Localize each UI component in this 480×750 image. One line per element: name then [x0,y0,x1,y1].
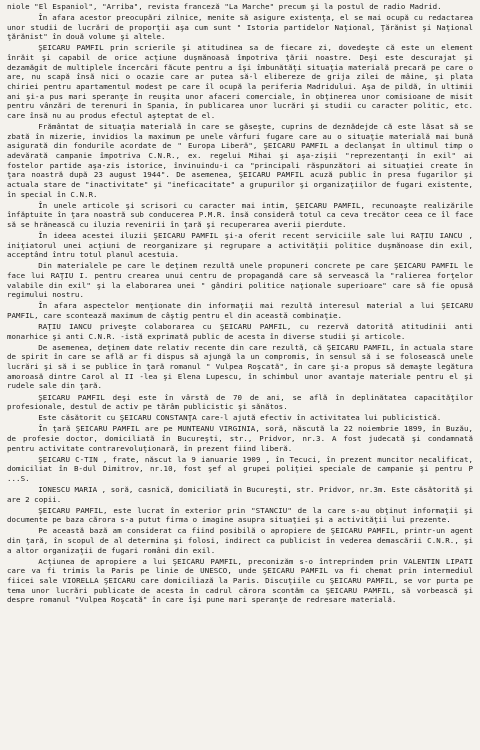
paragraph-10: De asemenea, deţinem date relativ recente din care rezultă, că ŞEICARU PAMFIL, în actuala stare de spirit în care se află ar fi dispus să ajungă la un compromis, în sensul să i se folosească unele lucrări şi să i se publice în ţară romanul " Vulpea Roşcată", în care şi-a propus să demaşte legătura amoroasă dintre Carol al II -lea şi Elena Lupescu, în schimbul unor avantaje materiale pentru el şi rudele sale din ţară. [7,342,473,391]
paragraph-16: ŞEICARU PAMFIL, este lucrat în exterior prin "STANCIU" de la care s-au obţinut informaţii şi documente pe baza cărora s-a putut firma o imagine asupra situaţiei şi a activităţii lui prezente. [7,505,473,525]
paragraph-4: Frământat de situaţia materială în care se găseşte, cuprins de deznădejde că este lăsat să se zbată în mizerie, invidios la maximum pe unele vârfuri fugare care au o situaţie materială mai bună asigurată din fondurile acordate de " Europa Liberă", ŞEICARU PAMFIL a declanşat în ultimul timp o adevărată campanie împotriva C.N.R., ex. regelui Mihai şi aşa-zişii "reprezentanţi în exil" ai fostelor partide aşa-zis istorice, învinuindu-i ca "principali răspunzători ai situaţiei create în ţara noastră după 23 august 1944". De asemenea, ŞEICARU PAMFIL acuză public în presa fugarilor şi actuala stare de "inactivitate" şi "ineficacitate" a grupurilor şi organizaţiilor de fugari existente, în special în C.N.R. [7,122,473,199]
paragraph-8: În afara aspectelor menţionate din informaţii mai rezultă interesul material a lui ŞEICARU PAMFIL, care scontează maximum de câştig pentru el din aceastǎ combinaţie. [7,301,473,321]
paragraph-13: În ţară ŞEICARU PAMFIL are pe MUNTEANU VIRGINIA, soră, născută la 22 noiembrie 1899, în Buzău, de profesie doctor, domiciliată în Bucureşti, str., Pridvor, nr.3. A fost judecată şi condamnată pentru activitate contrarevoluţionară, în prezent fiind liberă. [7,424,473,453]
paragraph-1: niole "El Espaniol", "Arriba", revista franceză "La Marche" precum şi la postul de radio Madrid. [7,2,442,11]
paragraph-12: Este căsătorit cu ŞEICARU CONSTANŢA care-l ajută efectiv în activitatea lui publicistică. [38,413,442,423]
paragraph-3: ŞEICARU PAMFIL prin scrierile şi atitudinea sa de fiecare zi, dovedeşte că este un element înrăit şi capabil de orice acţiune duşmănoasă împotriva ţării noastre. Deşi este descurajat şi dezamăgit de multiplele încercări făcute pentru a îşi îmbunătăţi situaţia materială precară pe care o are, nu scapă însă nici o ocazie care ar putea să-l elibereze de grija zilei de mâine, şi plata chiriei pentru apartamentul modest pe care îl ocupă la periferia Madridului. Aşa de pildă, în ultimii ani şi-a pus mari speranţe în reuşita unor afaceri comerciale, în obţinerea unor comisioane de misit pentru vânzări de terenuri în Spania, în publicarea unor lucrări şi studii cu caracter politic, etc. care însă nu au produs efectul aşteptat de el. [7,43,473,120]
paragraph-18: Acţiunea de apropiere a lui ŞEICARU PAMFIL, preconizăm s-o întreprindem prin VALENTIN LIPATI care va fi trimis la Paris pe linie de UNESCO, unde ŞEICARU PAMFIL va fi chemat prin intermediul fiicei sale VIORELLA ŞEICARU care domiciliază la Paris. Discuţiile cu ŞEICARU PAMFIL, se vor purta pe tema unor lucrări publicate de acesta în cadrul cărora scontăm ca ŞEICARU PAMFIL, să vorbească şi despre romanul "Vulpea Roşcată" în care îşi pune mari speranţe de redresare materială. [7,556,473,605]
paragraph-7: Din materialele pe care le deţinem rezultă unele propuneri concrete pe care ŞEICARU PAMFIL le face lui RAŢIU I. pentru crearea unui centru de propagandă care să servească la "ralierea forţelor valabile din exil" şi la elaborarea unei " gândiri politice naţionale superioare" care să fie opusă regimului nostru. [7,261,473,300]
paragraph-17: Pe această bază am considerat ca fiind posibilă o apropiere de ŞEICARU PAMFIL, printr-un agent din ţară, în scopul de al determina şi folosi, indirect ca publicist în vederea demascării C.N.R., şi a altor organizaţii de fugari români din exil. [7,526,473,555]
paragraph-15: IONESCU MARIA , soră, casnică, domiciliată în Bucureşti, str. Pridvor, nr.3m. Este căsătorită şi are 2 copii. [7,484,473,504]
paragraph-9: RAŢIU IANCU priveşte colaborarea cu ŞEICARU PAMFIL, cu rezervă datorită atitudinii anti monarhice şi anti C.N.R. -istă exprimată public de acesta în diverse studii şi articole. [7,322,473,341]
paragraph-11: ŞEICARU PAMFIL deşi este în vârstă de 70 de ani, se află în deplinătatea capacităţilor profesionale, destul de activ pe tărâm publicistic şi sănătos. [7,392,473,412]
paragraph-2: În afara acestor preocupări zilnice, menite să asigure existenţa, el se mai ocupă cu redactarea unor studii de lucrări de proporţii aşa cum sunt " Istoria partidelor Naţional, Ţărănist şi Naţional ţărănist" în două volume şi altele. [7,13,473,42]
paragraph-5: În unele articole şi scrisori cu caracter mai intim, ŞEICARU PAMFIL, recunoaşte realizările înfăptuite în ţara noastră sub conducerea P.M.R. însă consideră totul ca ceva trecător ceea ce îl face să se hrănească cu iluzia revenirii în ţară şi recuperarea averii pierdute. [7,200,473,229]
paragraph-6: În ideea acestei iluzii ŞEICARU PAMFIL şi-a oferit recent serviciile sale lui RAŢIU IANCU , iniţiatorul unei acţiuni de reorganizare şi regrupare a activităţii politice duşmănoase din exil, acceptând întru totul planul acestuia. [7,231,473,260]
paragraph-14: ŞEICARU C-TIN , frate, născut la 9 ianuarie 1909 , în Tecuci, în prezent muncitor necalificat, domiciliat în B-dul Dimitrov, nr.10, fost şef al grupei poliţiei speciale de campanie şi pentru P ...S. [7,454,473,483]
